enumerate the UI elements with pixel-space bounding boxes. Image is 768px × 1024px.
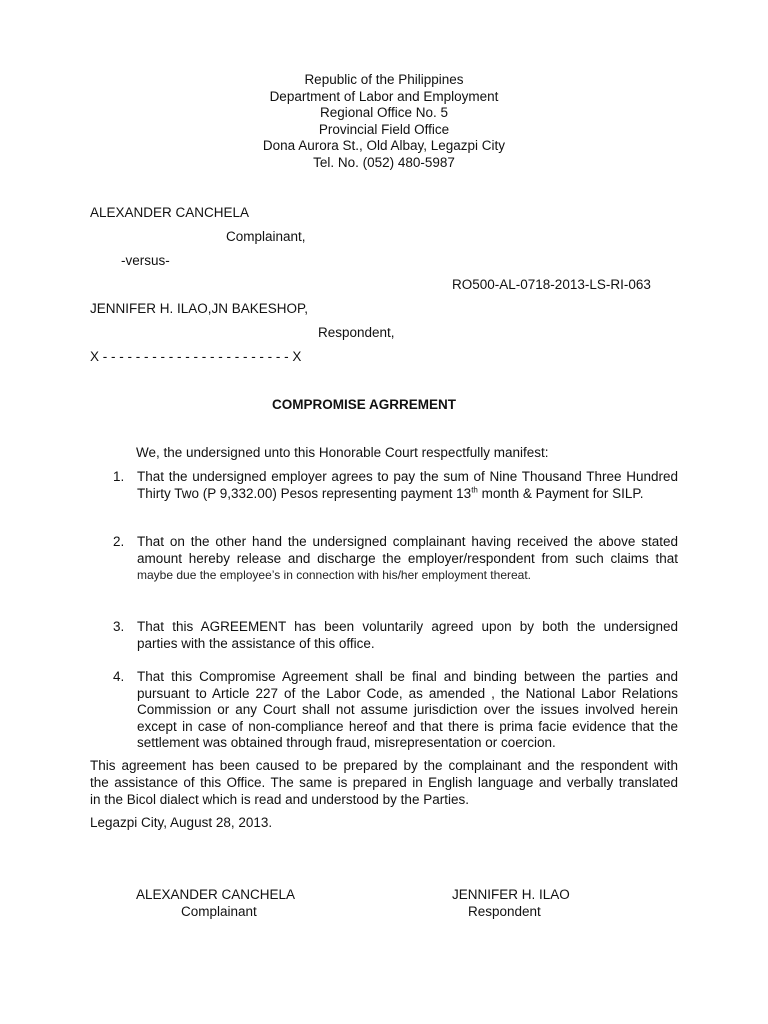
list-item-text-line: amount hereby release and discharge the employer/respondent from such claims that [137,550,678,566]
place-and-date: Legazpi City, August 28, 2013. [90,815,273,830]
list-item-text-line: parties with the assistance of this office. [137,635,375,651]
list-item-text-line: Commission or any Court shall not assume jurisdiction over the issues involved herein [137,702,678,717]
list-item-number: 3. [113,619,125,634]
signature-complainant-role: Complainant [181,904,257,919]
list-item [113,534,678,584]
list-item-text-line: maybe due the employee’s in connection with his/her employment thereat. [137,568,532,582]
ordinal-suffix: th [471,485,478,494]
closing-paragraph [90,757,678,808]
signature-respondent-name: JENNIFER H. ILAO [452,887,570,902]
letterhead-regional-office: Regional Office No. 5 [319,105,449,120]
list-item-text-line: except in case of non-compliance hereof and that there is prima facie evidence that the [137,718,678,734]
letterhead-republic: Republic of the Philippines [304,72,464,87]
respondent-label: Respondent, [318,325,395,340]
list-item-text-fragment: Thirty Two (P 9,332.00) Pesos representing payment 13 [137,485,472,501]
signature-respondent-role: Respondent [468,904,541,919]
letterhead-telephone: Tel. No. (052) 480-5987 [313,154,455,170]
list-item-number: 2. [113,534,125,549]
closing-line: This agreement has been caused to be prepared by the complainant and the respondent with [90,758,678,773]
respondent-name: JENNIFER H. ILAO,JN BAKESHOP, [90,301,309,316]
list-item-number: 4. [113,669,125,684]
closing-line: the assistance of this Office. The same is prepared in English language and verbally translated [90,775,678,790]
list-item-number: 1. [113,469,125,484]
letterhead-address: Dona Aurora St., Old Albay, Legazpi City [262,138,506,153]
intro-paragraph: We, the undersigned unto this Honorable Court respectfully manifest: [136,445,549,460]
caption-separator: X - - - - - - - - - - - - - - - - - - - - - - - X [90,349,302,364]
case-number: RO500-AL-0718-2013-LS-RI-063 [452,277,651,292]
letterhead-department: Department of Labor and Employment [269,88,499,104]
complainant-label: Complainant, [226,229,306,244]
complainant-name: ALEXANDER CANCHELA [90,205,250,220]
list-item-text-line: That the undersigned employer agrees to pay the sum of Nine Thousand Three Hundred [137,469,678,484]
list-item-text-line: That this Compromise Agreement shall be final and binding between the parties and [137,669,678,684]
list-item [113,669,678,752]
document-title: COMPROMISE AGRREMENT [272,397,457,412]
list-item-text-line: That this AGREEMENT has been voluntarily agreed upon by both the undersigned [137,619,678,634]
list-item [113,469,678,502]
list-item [113,619,678,652]
list-item-text-line: That on the other hand the undersigned complainant having received the above stated [137,534,678,549]
signature-complainant-name: ALEXANDER CANCHELA [136,887,296,902]
list-item-text-line [137,486,678,503]
list-item-text-line: settlement was obtained through fraud, misrepresentation or coercion. [137,735,556,750]
letterhead-field-office: Provincial Field Office [318,121,450,137]
closing-line: in the Bicol dialect which is read and understood by the Parties. [90,792,469,807]
versus-label: -versus- [121,253,170,268]
list-item-text-line: pursuant to Article 227 of the Labor Code, as amended , the National Labor Relations [137,685,678,701]
letterhead [0,72,768,171]
list-item-text-fragment: month & Payment for SILP. [477,485,644,501]
